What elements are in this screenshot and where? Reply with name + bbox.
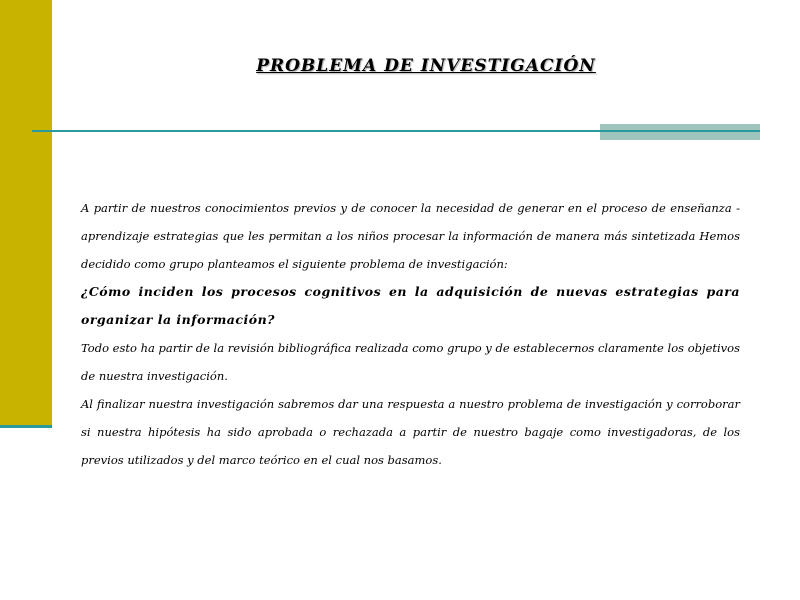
horizontal-rule-overlay (600, 130, 760, 132)
slide-body (81, 194, 740, 474)
conclusion-paragraph: Al finalizar nuestra investigación sabremos dar una respuesta a nuestro problema de investigación y corroborar si nuestra hipótesis ha sido aprobada o rechazada a partir de nuestro bagaje como investigadoras, de los previos utilizados y del marco teórico en el cual nos basamos. (81, 397, 740, 467)
intro-paragraph: A partir de nuestros conocimientos previos y de conocer la necesidad de generar en el proceso de enseñanza - aprendizaje estrategias que les permitan a los niños procesar la información de manera más sintetizada Hemos decidido como grupo planteamos el siguiente problema de investigación: (81, 201, 740, 271)
sidebar-teal-stripe (0, 425, 52, 428)
sidebar-accent-bar (0, 0, 52, 425)
decorative-block (600, 124, 760, 140)
slide-title: PROBLEMA DE INVESTIGACIÓN (256, 56, 596, 76)
research-question: ¿Cómo inciden los procesos cognitivos en la adquisición de nuevas estrategias para organizar la información? (81, 284, 740, 327)
review-paragraph: Todo esto ha partir de la revisión bibliográfica realizada como grupo y de establecernos claramente los objetivos de nuestra investigación. (81, 341, 740, 383)
